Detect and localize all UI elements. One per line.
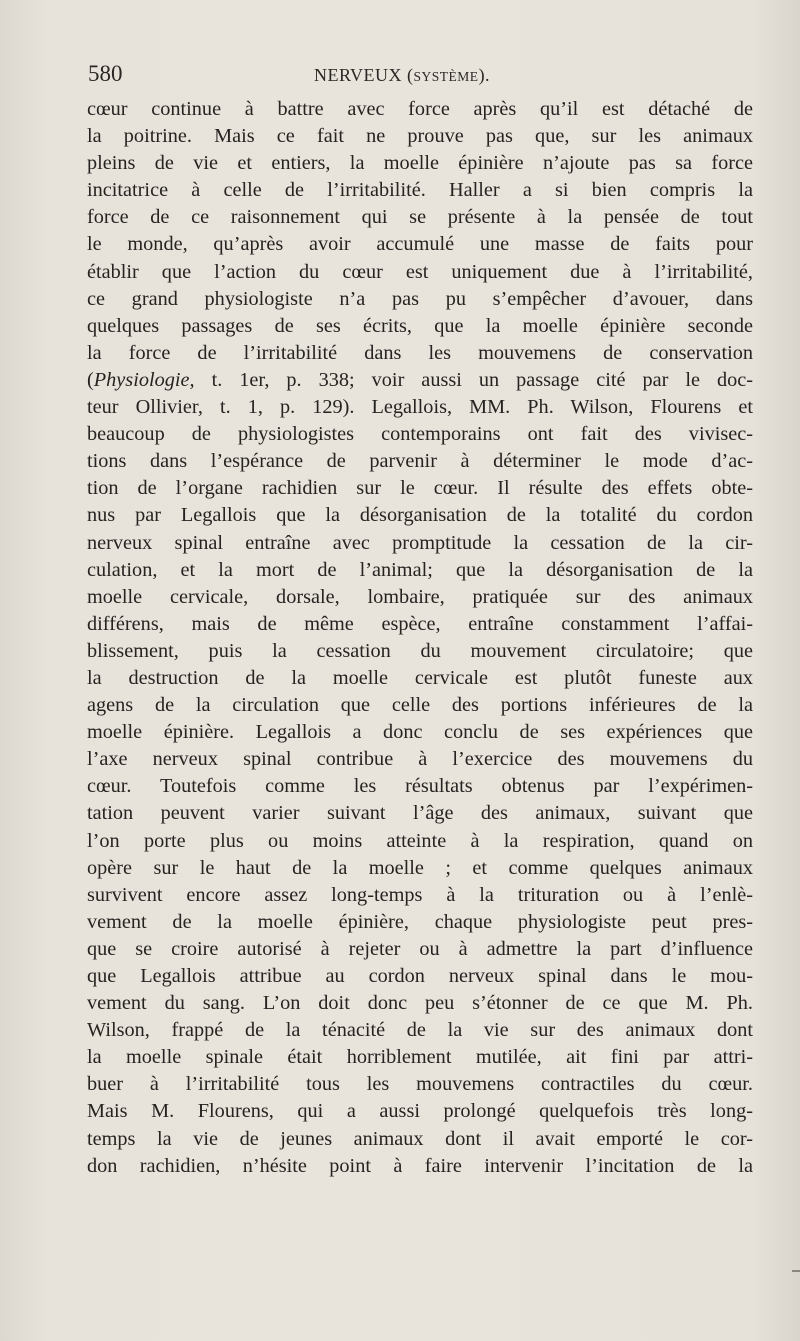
text-line: que Legallois attribue au cordon nerveux spinal dans le mou-: [87, 965, 753, 987]
text-line: beaucoup de physiologistes contemporains ont fait des vivisec-: [87, 423, 753, 446]
header-title-smallcaps: SYSTÈME: [413, 69, 479, 84]
text-line: différens, mais de même espèce, entraîne constamment l’affai-: [87, 612, 753, 635]
text-line: cœur. Toutefois comme les résultats obtenus par l’expérimen-: [87, 775, 753, 798]
text-line: l’axe nerveux spinal contribue à l’exercice des mouvemens du: [87, 748, 753, 771]
text-line: quelques passages de ses écrits, que la moelle épinière seconde: [87, 314, 753, 337]
body-text: [87, 96, 753, 1180]
text-line: cœur continue à battre avec force après qu’il est détaché de: [87, 98, 753, 120]
text-line: buer à l’irritabilité tous les mouvemens contractiles du cœur.: [87, 1073, 753, 1096]
page-edge-mark: [792, 1270, 800, 1272]
text-line: tions dans l’espérance de parvenir à déterminer le mode d’ac-: [87, 450, 753, 473]
text-line: blissement, puis la cessation du mouvement circulatoire; que: [87, 639, 753, 662]
text-line: l’on porte plus ou moins atteinte à la respiration, quand on: [87, 829, 753, 852]
text-line: la force de l’irritabilité dans les mouvemens de conservation: [87, 341, 753, 364]
text-line: établir que l’action du cœur est uniquement due à l’irritabilité,: [87, 260, 753, 283]
text-line: culation, et la mort de l’animal; que la désorganisation de la: [87, 558, 753, 581]
text-line: tion de l’organe rachidien sur le cœur. Il résulte des effets obte-: [87, 477, 753, 500]
text-line: (Physiologie, t. 1er, p. 338; voir aussi un passage cité par le doc-: [87, 368, 753, 391]
text-line: la moelle spinale était horriblement mutilée, ait fini par attri-: [87, 1046, 753, 1069]
text-line: Wilson, frappé de la ténacité de la vie sur des animaux dont: [87, 1019, 753, 1042]
text-line: force de ce raisonnement qui se présente à la pensée de tout: [87, 206, 753, 229]
text-line: que se croire autorisé à rejeter ou à admettre la part d’influence: [87, 937, 753, 960]
text-line: temps la vie de jeunes animaux dont il avait emporté le cor-: [87, 1127, 753, 1150]
text-line: la destruction de la moelle cervicale est plutôt funeste aux: [87, 666, 753, 689]
running-head: [88, 58, 752, 94]
header-title-main: NERVEUX (: [314, 65, 414, 85]
text-line: nerveux spinal entraîne avec promptitude la cessation de la cir-: [87, 531, 753, 554]
text-line: survivent encore assez long-temps à la trituration ou à l’enlè-: [87, 883, 753, 906]
page-number: 580: [88, 61, 123, 86]
text-line: le monde, qu’après avoir accumulé une masse de faits pour: [87, 233, 753, 256]
text-line: opère sur le haut de la moelle ; et comme quelques animaux: [87, 856, 753, 879]
text-line: incitatrice à celle de l’irritabilité. Haller a si bien compris la: [87, 179, 753, 202]
text-line: teur Ollivier, t. 1, p. 129). Legallois, MM. Ph. Wilson, Flourens et: [87, 396, 753, 419]
text-line: vement de la moelle épinière, chaque physiologiste peut pres-: [87, 910, 753, 933]
text-line: don rachidien, n’hésite point à faire intervenir l’incitation de la: [87, 1154, 753, 1177]
text-line: moelle cervicale, dorsale, lombaire, pratiquée sur des animaux: [87, 585, 753, 608]
text-line: pleins de vie et entiers, la moelle épinière n’ajoute pas sa force: [87, 152, 753, 175]
text-line: ce grand physiologiste n’a pas pu s’empêcher d’avouer, dans: [87, 287, 753, 310]
text-line: nus par Legallois que la désorganisation de la totalité du cordon: [87, 504, 753, 527]
text-line: agens de la circulation que celle des portions inférieures de la: [87, 694, 753, 717]
page-header-title: [314, 60, 490, 92]
text-line: moelle épinière. Legallois a donc conclu de ses expériences que: [87, 721, 753, 744]
text-line: tation peuvent varier suivant l’âge des animaux, suivant que: [87, 802, 753, 825]
text-line: vement du sang. L’on doit donc peu s’étonner de ce que M. Ph.: [87, 992, 753, 1015]
text-line: la poitrine. Mais ce fait ne prouve pas que, sur les animaux: [87, 125, 753, 148]
text-line: Mais M. Flourens, qui a aussi prolongé quelquefois très long-: [87, 1100, 753, 1123]
header-title-end: ).: [478, 65, 491, 85]
